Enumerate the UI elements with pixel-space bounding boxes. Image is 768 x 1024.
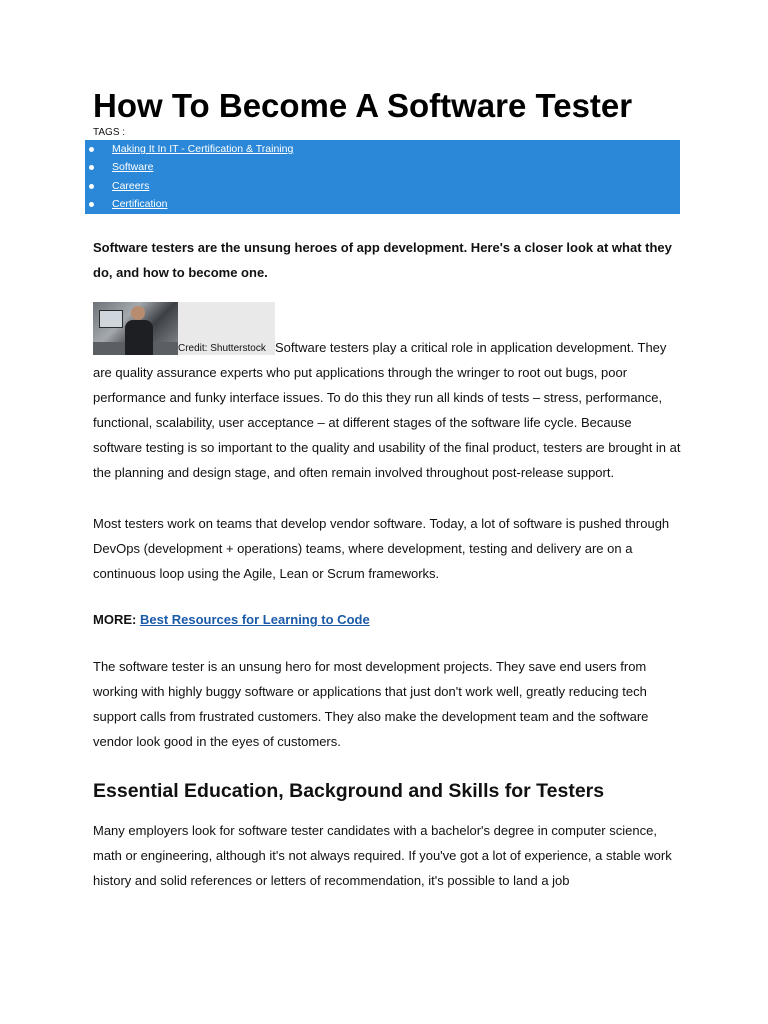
paragraph-1 (93, 302, 683, 485)
bullet-icon (89, 202, 94, 207)
tag-item (85, 140, 680, 158)
tag-link-careers[interactable]: Careers (112, 179, 150, 192)
bullet-icon (89, 184, 94, 189)
paragraph-3: The software tester is an unsung hero for most development projects. They save end users from working with highly buggy software or applications that just don't work well, greatly reducing tech support calls from frustrated customers. They also make the development team and the software vendor look good in the eyes of customers. (93, 659, 649, 749)
article-image (93, 302, 275, 355)
office-worker-photo (93, 302, 178, 355)
more-link-row (93, 607, 683, 632)
paragraph-1-text: Software testers play a critical role in application development. They are quality assurance experts who put applications through the wringer to root out bugs, poor performance and funky interface issues. To do this they run all kinds of tests – stress, performance, functional, scalability, user acceptance – at different stages of the software life cycle. Because software testing is so important to the quality and usability of the final product, testers are brought in at the planning and design stage, and often remain involved throughout post-release support. (93, 340, 681, 480)
image-credit: Credit: Shutterstock (178, 343, 266, 354)
paragraph-4: Many employers look for software tester candidates with a bachelor's degree in computer science, math or engineering, although it's not always required. If you've got a lot of experience, a stable work history and solid references or letters of recommendation, it's possible to land a job (93, 823, 672, 888)
section-heading: Essential Education, Background and Skills for Testers (93, 780, 605, 802)
more-label: MORE: (93, 612, 137, 627)
tag-link-software[interactable]: Software (112, 161, 154, 174)
bullet-icon (89, 147, 94, 152)
tag-item (85, 158, 680, 176)
paragraph-2: Most testers work on teams that develop vendor software. Today, a lot of software is pushed through DevOps (development + operations) teams, where development, testing and delivery are on a continuous loop using the Agile, Lean or Scrum frameworks. (93, 516, 670, 581)
article-intro: Software testers are the unsung heroes of app development. Here's a closer look at what they do, and how to become one. (93, 240, 672, 280)
tag-link-certification[interactable]: Certification (112, 197, 168, 210)
tag-item (85, 195, 680, 213)
tags-label: TAGS : (93, 127, 126, 138)
article-title: How To Become A Software Tester (93, 87, 633, 124)
bullet-icon (89, 165, 94, 170)
more-link[interactable]: Best Resources for Learning to Code (139, 612, 370, 627)
tag-item (85, 177, 680, 195)
tag-link-making-it-in-it[interactable]: Making It In IT - Certification & Training (112, 143, 294, 155)
tags-list (85, 140, 680, 214)
